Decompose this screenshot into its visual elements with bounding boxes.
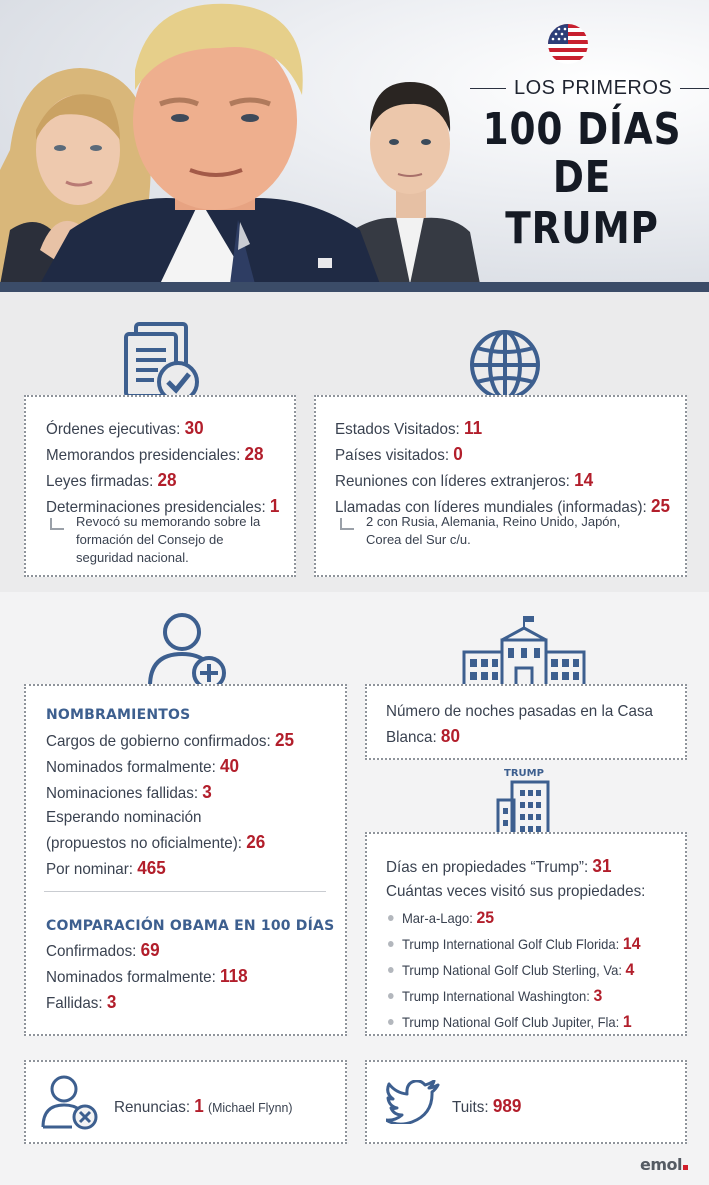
stat-countries-visited <box>335 442 670 468</box>
appointments-heading: NOMBRAMIENTOS <box>46 707 191 723</box>
white-house-label-1: Número de noches pasadas en la Casa <box>386 703 654 720</box>
stat-tweets <box>452 1094 521 1120</box>
stat-label: Nominados formalmente: <box>46 759 216 776</box>
stat-value: 25 <box>650 496 671 516</box>
list-item-value: 4 <box>625 960 635 979</box>
stat-days-properties <box>386 854 645 880</box>
stat-value: 0 <box>453 444 463 464</box>
logo-dot <box>683 1165 688 1170</box>
stat-value: 465 <box>137 858 166 878</box>
stat-value: 118 <box>220 966 248 986</box>
stat-value: 3 <box>106 992 117 1012</box>
stat-label: Blanca: <box>386 729 437 746</box>
title-kicker-text: LOS PRIMEROS <box>514 77 673 99</box>
stat-label: Estados Visitados: <box>335 421 460 438</box>
stat-value: 40 <box>220 756 240 776</box>
list-item <box>388 957 641 983</box>
stat-laws-signed <box>46 468 279 494</box>
stat-pending-line1: Esperando nominación <box>46 809 202 826</box>
stat-label: Tuits: <box>452 1099 489 1116</box>
stat-value: 3 <box>202 782 212 802</box>
globe-icon <box>468 328 542 402</box>
stat-label: Días en propiedades “Trump”: <box>386 859 589 876</box>
properties-list <box>388 905 660 1035</box>
arrow-icon <box>340 518 354 530</box>
appointments-list <box>46 728 307 882</box>
stat-states-visited <box>335 416 670 442</box>
stat-value: 31 <box>592 856 612 876</box>
stat-label: Nominados formalmente: <box>46 969 216 986</box>
list-item-value: 3 <box>593 986 603 1005</box>
stat-value: 11 <box>464 418 483 438</box>
executive-note: Revocó su memorando sobre la formación del Consejo de seguridad nacional. <box>76 514 261 565</box>
stat-value: 28 <box>244 444 264 464</box>
stat-label: Por nominar: <box>46 861 134 878</box>
stat-label: Países visitados: <box>335 447 450 464</box>
travel-list <box>335 416 688 520</box>
stat-label: Llamadas con líderes mundiales (informadas): <box>335 499 647 516</box>
white-house-stat <box>386 700 667 750</box>
stat-value: 69 <box>140 940 160 960</box>
emol-logo <box>640 1155 688 1174</box>
stat-confirmed <box>46 728 294 754</box>
stat-value: 30 <box>184 418 204 438</box>
stat-obama-nominated <box>46 964 248 990</box>
header-stripe <box>0 282 709 292</box>
stat-nominated <box>46 754 294 780</box>
stat-label: Leyes firmadas: <box>46 473 154 490</box>
stat-to-nominate <box>46 856 294 882</box>
title-line-1: 100 DÍAS <box>482 104 682 155</box>
list-item-label: Trump International Golf Club Florida: <box>401 936 620 952</box>
list-item-label: Trump National Golf Club Sterling, Va: <box>401 962 622 978</box>
obama-heading: COMPARACIÓN OBAMA EN 100 DÍAS <box>46 918 335 934</box>
stat-label: Reuniones con líderes extranjeros: <box>335 473 570 490</box>
header-banner <box>0 0 709 284</box>
user-add-icon <box>146 610 228 690</box>
user-remove-icon <box>40 1074 100 1130</box>
white-house-label-2 <box>386 724 653 750</box>
stat-value: 14 <box>574 470 594 490</box>
stat-label: Determinaciones presidenciales: <box>46 499 266 516</box>
stat-label: Memorandos presidenciales: <box>46 447 241 464</box>
documents-checkmark-icon <box>122 322 202 404</box>
person-center-photo <box>40 0 380 284</box>
stat-value: 80 <box>440 726 460 746</box>
stat-value: 25 <box>274 730 295 750</box>
stat-value: 1 <box>269 496 280 516</box>
stat-label: Nominaciones fallidas: <box>46 785 199 802</box>
list-item <box>388 1009 641 1035</box>
stat-label: Fallidas: <box>46 995 103 1012</box>
list-item <box>388 983 641 1009</box>
list-item <box>388 931 641 957</box>
stat-foreign-meetings <box>335 468 670 494</box>
stat-value: 1 <box>194 1096 204 1116</box>
stat-obama-confirmed <box>46 938 248 964</box>
stat-value: 989 <box>492 1096 522 1116</box>
stat-label: Renuncias: <box>114 1099 191 1116</box>
list-item <box>388 905 641 931</box>
tower-sign: TRUMP <box>504 768 544 779</box>
title-rule-left <box>470 88 506 89</box>
stat-note: (Michael Flynn) <box>208 1100 293 1115</box>
white-house-icon <box>462 614 586 690</box>
list-item-label: Trump National Golf Club Jupiter, Fla: <box>401 1014 620 1030</box>
list-item-value: 25 <box>476 908 495 927</box>
stat-resignations <box>114 1094 292 1120</box>
stat-label: (propuestos no oficialmente): <box>46 835 243 852</box>
stat-pending-line2 <box>46 830 294 856</box>
stat-failed <box>46 780 294 806</box>
title-kicker <box>470 77 709 100</box>
list-item-label: Mar-a-Lago: <box>401 910 473 926</box>
stat-value: 28 <box>157 470 177 490</box>
arrow-icon <box>50 518 64 530</box>
stat-visits-label: Cuántas veces visitó sus propiedades: <box>386 883 646 900</box>
travel-note: 2 con Rusia, Alemania, Reino Unido, Japón, Corea del Sur c/u. <box>366 514 621 547</box>
title-rule-right <box>680 88 709 89</box>
list-item-label: Trump International Washington: <box>401 988 590 1004</box>
stat-value: 26 <box>246 832 266 852</box>
stat-executive-orders <box>46 416 279 442</box>
title-line-2: DE TRUMP <box>505 152 659 254</box>
obama-list <box>46 938 258 1016</box>
stat-obama-failed <box>46 990 248 1016</box>
properties-summary <box>386 854 659 904</box>
logo-text: emol <box>640 1155 682 1174</box>
stat-memorandums <box>46 442 279 468</box>
executive-actions-list <box>46 416 292 520</box>
stat-label: Cargos de gobierno confirmados: <box>46 733 271 750</box>
twitter-bird-icon <box>386 1080 440 1124</box>
usa-flag-icon <box>548 24 588 64</box>
appointments-divider <box>44 891 326 892</box>
stat-label: Órdenes ejecutivas: <box>46 421 181 438</box>
stat-label: Confirmados: <box>46 943 137 960</box>
list-item-value: 1 <box>622 1012 632 1031</box>
list-item-value: 14 <box>622 934 641 953</box>
